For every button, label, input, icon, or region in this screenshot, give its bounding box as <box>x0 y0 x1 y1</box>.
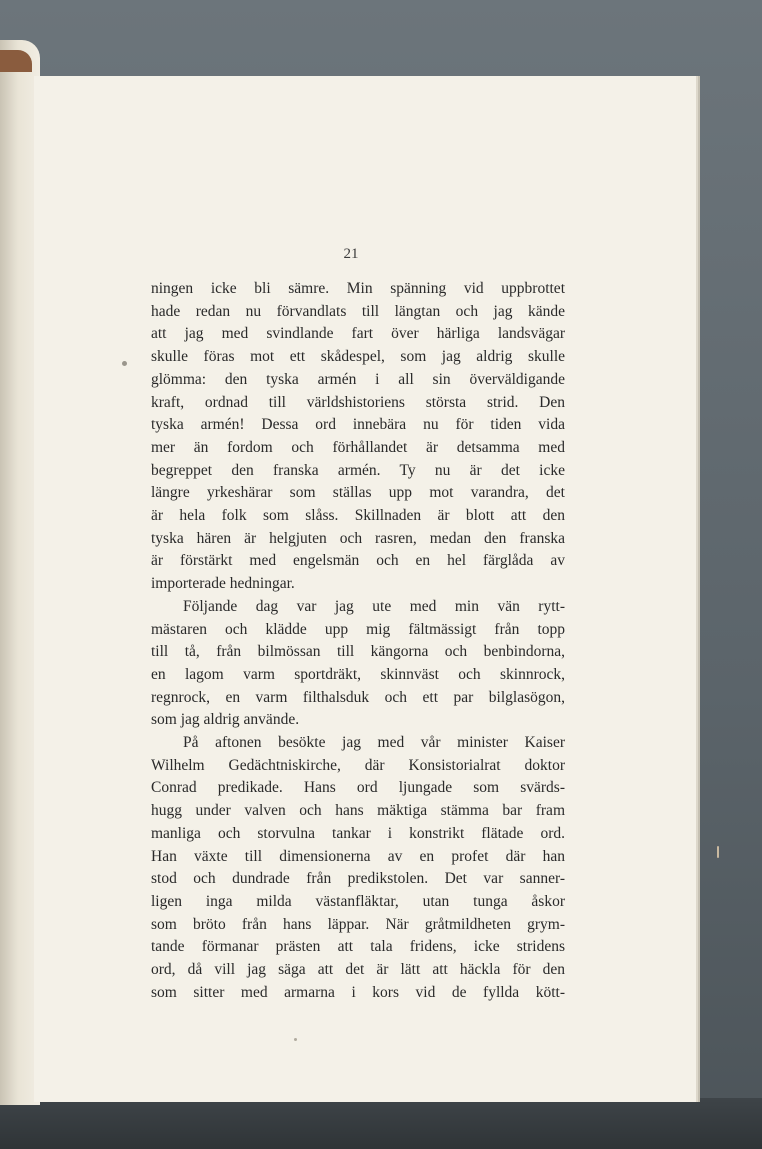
text-line: tyska armén! Dessa ord innebära nu för tiden vida <box>151 416 565 434</box>
text-line: mer än fordom och förhållandet är detsamma med <box>151 438 565 456</box>
book-cover-corner <box>0 50 32 72</box>
text-line: importerade hedningar. <box>151 575 295 593</box>
body-text <box>151 278 565 1005</box>
text-line: skulle föras mot ett skådespel, som jag aldrig skulle <box>151 348 565 366</box>
text-line: Conrad predikade. Hans ord ljungade som svärds- <box>151 779 565 797</box>
text-line: tyska hären är helgjuten och rasren, medan den franska <box>151 529 565 547</box>
text-line: På aftonen besökte jag med vår minister Kaiser <box>183 734 565 752</box>
text-line: som bröto från hans läppar. När gråtmildheten grym- <box>151 915 565 933</box>
text-line: Wilhelm Gedächtniskirche, där Konsistorialrat doktor <box>151 756 565 774</box>
text-line: hade redan nu förvandlats till längtan och jag kände <box>151 302 565 320</box>
text-line: begreppet den franska armén. Ty nu är det icke <box>151 461 565 479</box>
text-line: att jag med svindlande fart över härliga landsvägar <box>151 325 565 343</box>
text-line: glömma: den tyska armén i all sin överväldigande <box>151 370 565 388</box>
paper-speck <box>122 361 127 366</box>
text-line: som sitter med armarna i kors vid de fyllda kött- <box>151 983 565 1001</box>
text-line: kraft, ordnad till världshistoriens största strid. Den <box>151 393 565 411</box>
scanner-bed-shadow <box>0 1098 762 1149</box>
text-line: en lagom varm sportdräkt, skinnväst och skinnrock, <box>151 665 565 683</box>
page-number: 21 <box>343 246 359 262</box>
paper-speck <box>294 1038 297 1041</box>
text-line: ningen icke bli sämre. Min spänning vid uppbrottet <box>151 280 565 297</box>
text-line: till tå, från bilmössan till kängorna och benbindorna, <box>151 643 565 661</box>
text-line: längre yrkeshärar som ställas upp mot varandra, det <box>151 484 565 502</box>
text-line: hugg under valven och hans mäktiga stämma bar fram <box>151 802 565 820</box>
text-line: ligen inga milda västanfläktar, utan tunga åskor <box>151 892 565 910</box>
text-line: Följande dag var jag ute med min vän rytt- <box>183 597 565 615</box>
text-line: är förstärkt med engelsmän och en hel färglåda av <box>151 552 565 570</box>
text-line: regnrock, en varm filthalsduk och ett par bilglasögon, <box>151 688 565 706</box>
text-line: manliga och storvulna tankar i konstrikt flätade ord. <box>151 824 565 842</box>
text-line: är hela folk som slåss. Skillnaden är blott att den <box>151 507 565 525</box>
paper-stain <box>717 846 719 858</box>
text-line: mästaren och klädde upp mig fältmässigt från topp <box>151 620 565 638</box>
book-page <box>34 76 696 1102</box>
text-line: som jag aldrig använde. <box>151 711 300 729</box>
text-line: Han växte till dimensionerna av en profet där han <box>151 847 565 865</box>
text-line: ord, då vill jag säga att det är lätt att häckla för den <box>151 961 565 979</box>
text-line: stod och dundrade från predikstolen. Det var sanner- <box>151 870 565 888</box>
text-line: tande förmanar prästen att tala fridens, icke stridens <box>151 938 565 956</box>
